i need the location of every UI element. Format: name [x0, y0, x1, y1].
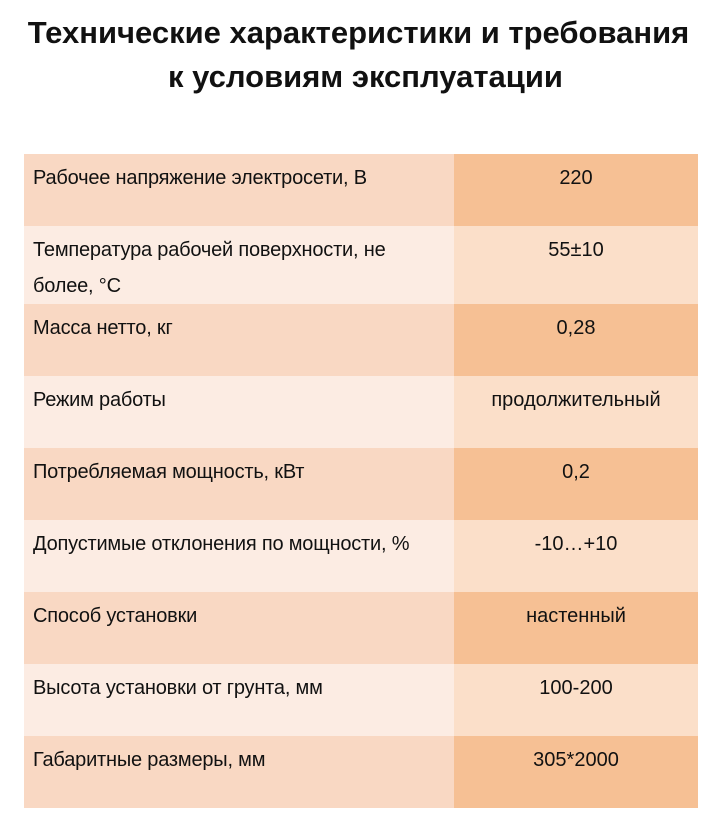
- spec-name: Режим работы: [24, 376, 454, 448]
- table-row: [24, 664, 698, 736]
- spec-name: Способ установки: [24, 592, 454, 664]
- table-row: [24, 592, 698, 664]
- table-row: [24, 154, 698, 226]
- table-row: [24, 226, 698, 304]
- table-row: [24, 376, 698, 448]
- spec-name: Температура рабочей поверхности, не более, °С: [24, 226, 454, 304]
- spec-name: Габаритные размеры, мм: [24, 736, 454, 808]
- spec-value: 55±10: [454, 226, 698, 304]
- spec-name: Потребляемая мощность, кВт: [24, 448, 454, 520]
- spec-value: 305*2000: [454, 736, 698, 808]
- spec-value: 0,28: [454, 304, 698, 376]
- title-line-1: Технические характеристики и требования: [27, 15, 690, 50]
- spec-name: Допустимые отклонения по мощности, %: [24, 520, 454, 592]
- specifications-table: [24, 154, 698, 808]
- table-row: [24, 448, 698, 520]
- spec-name: Высота установки от грунта, мм: [24, 664, 454, 736]
- title-line-2: к условиям эксплуатации: [168, 59, 563, 94]
- spec-value: настенный: [454, 592, 698, 664]
- spec-value: продолжительный: [454, 376, 698, 448]
- spec-name: Масса нетто, кг: [24, 304, 454, 376]
- spec-value: 0,2: [454, 448, 698, 520]
- page-title: [0, 10, 717, 100]
- spec-value: 100-200: [454, 664, 698, 736]
- spec-name: Рабочее напряжение электросети, В: [24, 154, 454, 226]
- table-row: [24, 304, 698, 376]
- table-row: [24, 520, 698, 592]
- table-row: [24, 736, 698, 808]
- spec-value: 220: [454, 154, 698, 226]
- spec-value: -10…+10: [454, 520, 698, 592]
